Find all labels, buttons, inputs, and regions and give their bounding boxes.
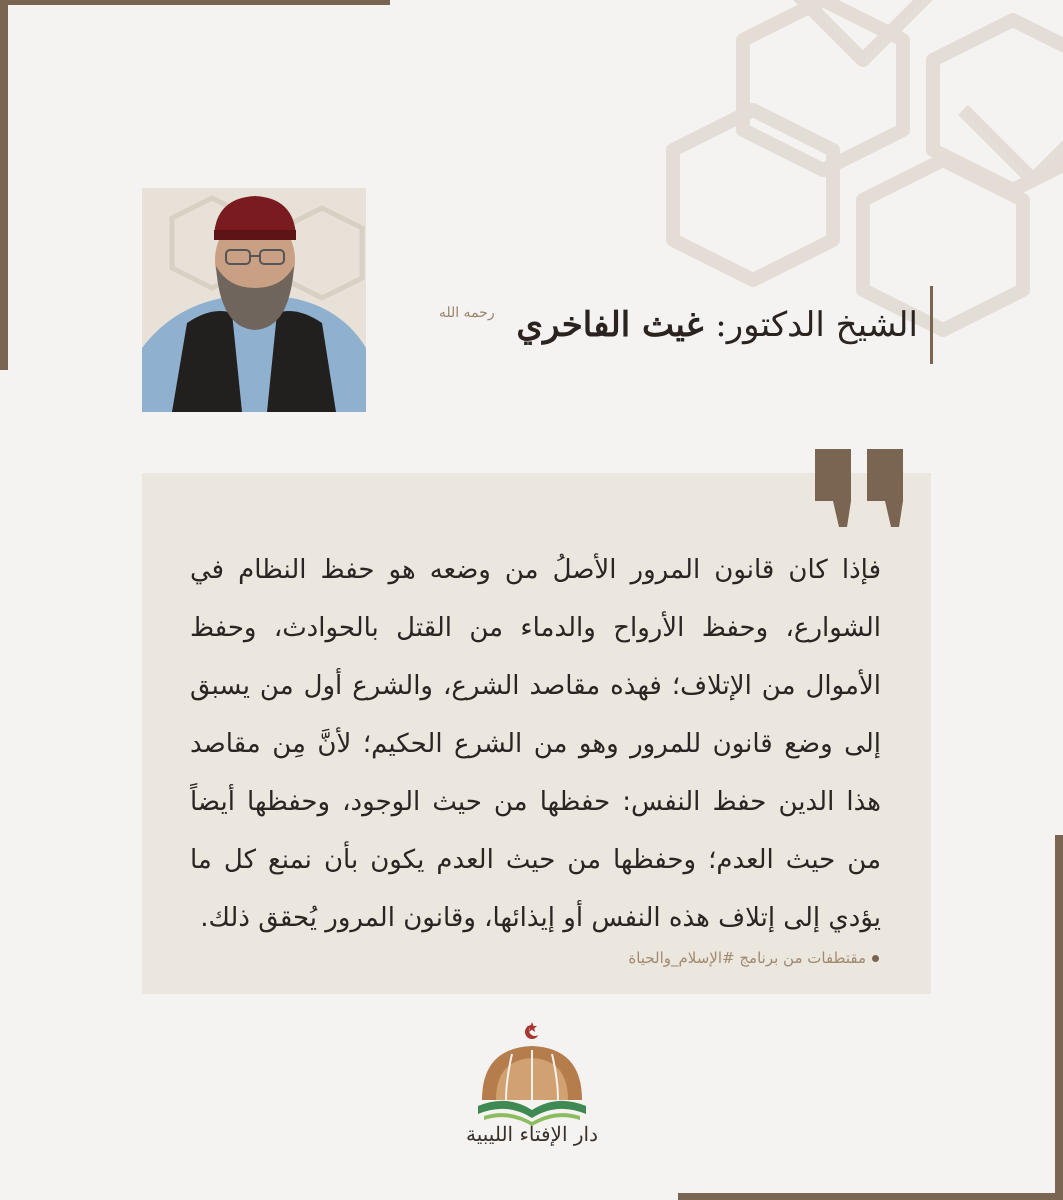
name-block xyxy=(400,285,933,365)
logo-label: دار الإفتاء الليبية xyxy=(466,1122,598,1146)
quote-mark-icon xyxy=(815,449,905,529)
source-label: مقتطفات من برنامج #الإسلام_والحياة xyxy=(628,949,866,967)
bullet-dot-icon xyxy=(872,955,879,962)
name-value: غيث الفاخري xyxy=(516,305,704,345)
quote-card xyxy=(142,473,931,994)
sheikh-portrait xyxy=(142,188,366,412)
frame-right xyxy=(1055,835,1063,1200)
name-divider-bar xyxy=(930,286,933,364)
name-title: الشيخ الدكتور: xyxy=(715,305,918,345)
frame-bottom-right xyxy=(678,1193,1063,1200)
portrait-illustration xyxy=(142,188,366,412)
frame-left xyxy=(0,0,8,370)
frame-top-left xyxy=(0,0,390,5)
quote-text: فإذا كان قانون المرور الأصلُ من وضعه هو حفظ النظام في الشوارع، وحفظ الأرواح والدماء من القتل بالحوادث، وحفظ الأموال من الإتلاف؛ فهذه مقاصد الشرع، والشرع أول من يسبق إلى وضع قانون للمرور وهو من الشرع الحكيم؛ لأنَّ مِن مقاصد هذا الدين حفظ النفس: حفظها من حيث الوجود، وحفظها أيضاً من حيث العدم؛ وحفظها من حيث العدم يكون بأن نمنع كل ما يؤدي إلى إتلاف هذه النفس أو إيذائها، وقانون المرور يُحقق ذلك. xyxy=(190,555,881,933)
honorific: رحمه الله xyxy=(438,305,495,321)
sheikh-name xyxy=(439,305,918,345)
quote-source xyxy=(190,949,879,967)
